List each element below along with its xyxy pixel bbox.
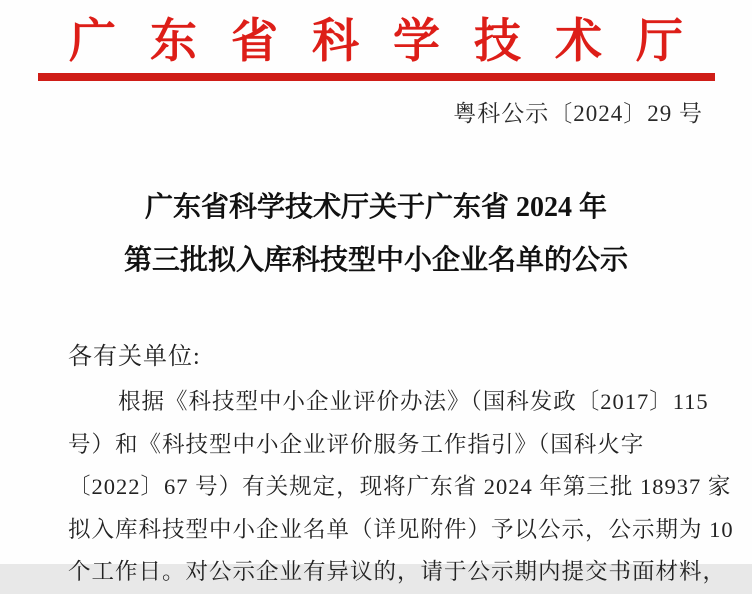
salutation: 各有关单位: bbox=[68, 344, 201, 370]
body-paragraph bbox=[68, 381, 734, 594]
paragraph-line: 个工作日。对公示企业有异议的，请于公示期内提交书面材料， bbox=[68, 559, 727, 585]
paragraph-line: 号）和《科技型中小企业评价服务工作指引》（国科火字 bbox=[68, 431, 645, 457]
paragraph-line: 〔2022〕67 号）有关规定，现将广东省 2024 年第三批 18937 家 bbox=[68, 474, 732, 500]
notice-title-line1: 广东省科学技术厅关于广东省 2024 年 bbox=[144, 192, 607, 223]
notice-title-line2: 第三批拟入库科技型中小企业名单的公示 bbox=[123, 245, 628, 276]
paragraph-line: 根据《科技型中小企业评价办法》（国科发政〔2017〕115 bbox=[118, 389, 709, 414]
agency-letterhead: 广东省科学技术厅 bbox=[69, 16, 717, 68]
paragraph-line: 拟入库科技型中小企业名单（详见附件）予以公示，公示期为 10 bbox=[68, 516, 734, 542]
letterhead-divider-rule bbox=[38, 73, 715, 81]
notice-title bbox=[0, 181, 752, 287]
document-number: 粤科公示〔2024〕29 号 bbox=[453, 101, 703, 126]
